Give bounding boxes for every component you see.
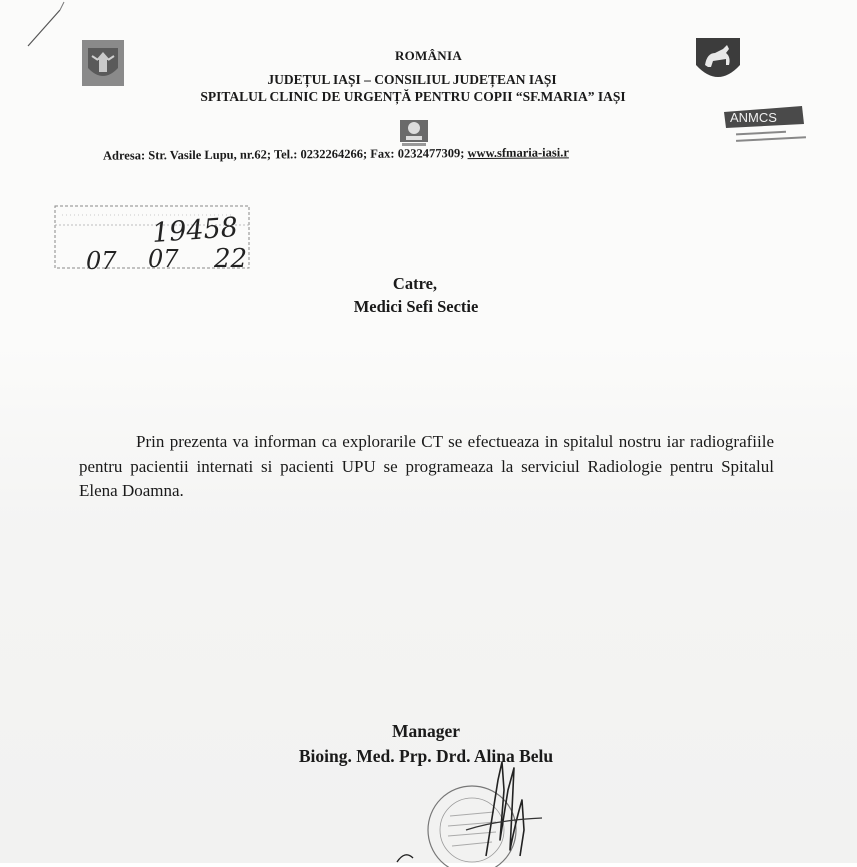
hospital-logo-icon [396, 112, 432, 148]
body-paragraph: Prin prezenta va informan ca explorarile CT se efectueaza in spitalul nostru iar radiografiile pentru pacientii internati si pacienti UPU se programeaza la serviciul Radiologie pentru Spitalul Elena Doamna. [79, 432, 774, 500]
recipient-line-2: Medici Sefi Sectie [353, 297, 479, 316]
corner-mark [20, 0, 80, 50]
letter-body [79, 430, 774, 504]
signature-tail [395, 848, 425, 863]
registration-month: 07 [148, 245, 179, 273]
header-country: ROMÂNIA [394, 48, 463, 63]
address-text: Adresa: Str. Vasile Lupu, nr.62; Tel.: 0232264266; Fax: 0232477309; [103, 146, 468, 163]
website-link[interactable]: www.sfmaria-iasi.r [467, 145, 569, 161]
anmcs-logo-text: ANMCS [730, 110, 777, 125]
anmcs-logo-icon [722, 106, 812, 152]
registration-number: 19458 [151, 212, 239, 249]
header-hospital: SPITALUL CLINIC DE URGENȚĂ PENTRU COPII “SF.MARIA” IAȘI [200, 89, 626, 104]
handwritten-signature [446, 760, 556, 863]
recipient-line-1: Catre, [392, 274, 438, 293]
header-address [103, 145, 569, 163]
signature-title: Manager [391, 721, 461, 741]
registration-day: 07 [86, 247, 117, 275]
signature-name: Bioing. Med. Prp. Drd. Alina Belu [298, 746, 554, 766]
header-county: JUDEȚUL IAȘI – CONSILIUL JUDEȚEAN IAȘI [267, 72, 557, 87]
registration-year: 22 [214, 244, 248, 274]
